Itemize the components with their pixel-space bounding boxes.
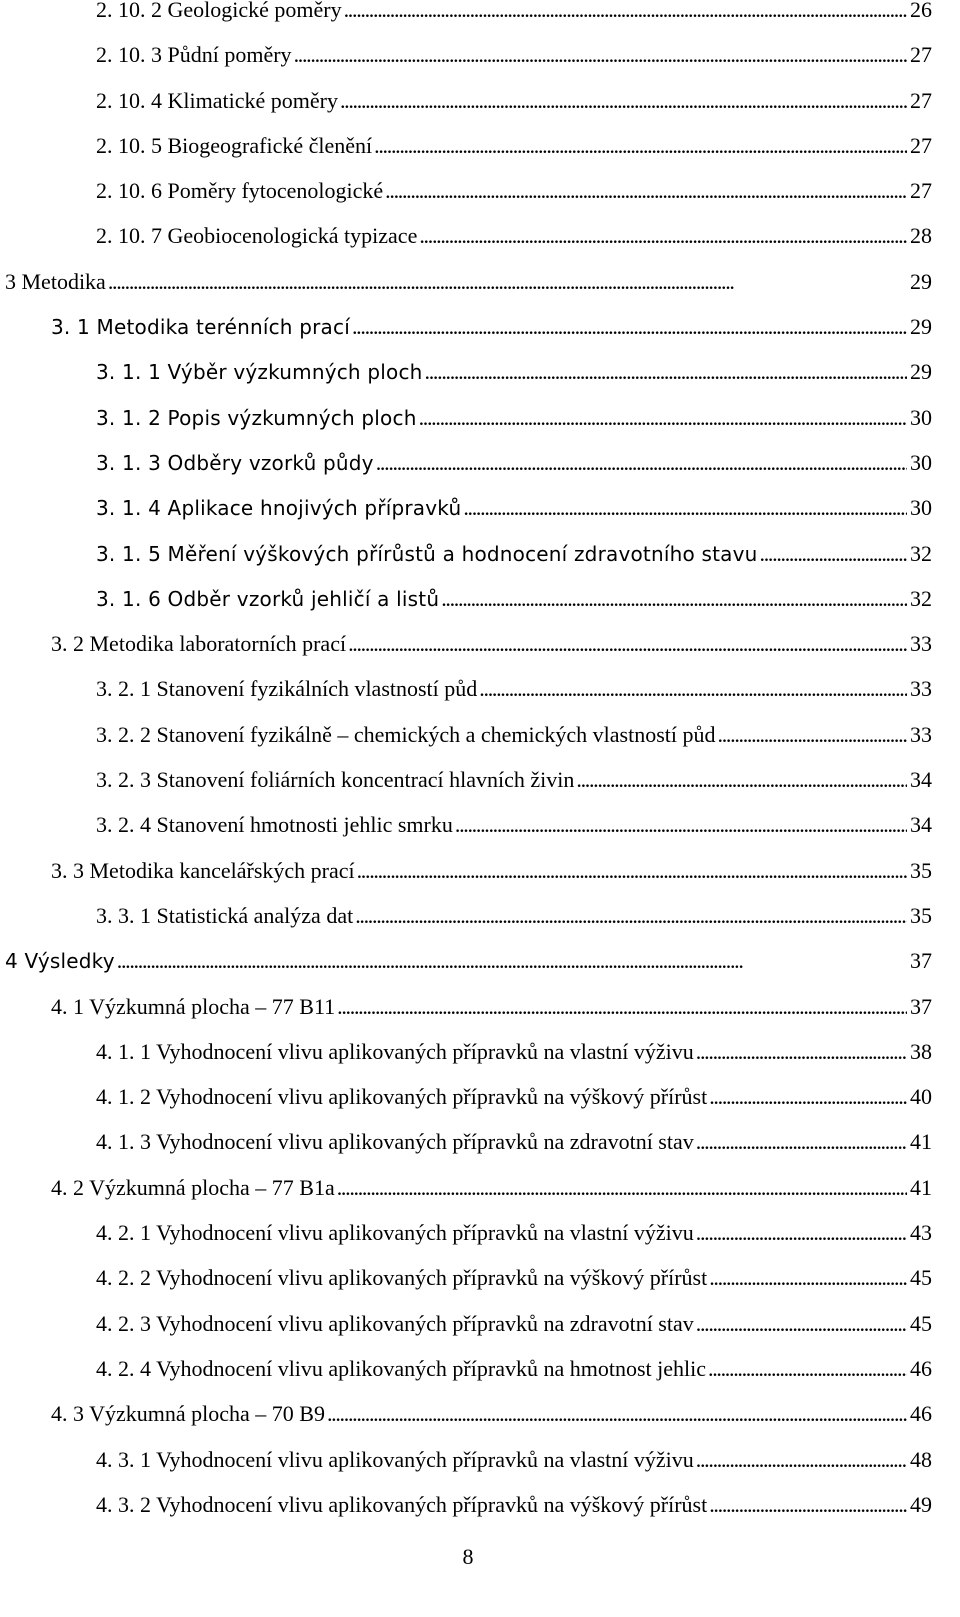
toc-entry[interactable] [0, 84, 960, 129]
toc-entry[interactable] [0, 1307, 960, 1352]
toc-dot-leader [344, 0, 907, 27]
toc-entry-label: 3. 1. 3 Odběry vzorků půdy [96, 446, 376, 480]
toc-entry-page-number: 49 [907, 1488, 932, 1522]
toc-dot-leader [709, 1488, 907, 1522]
toc-dot-leader [294, 38, 907, 72]
toc-dot-leader [425, 355, 907, 389]
toc-entry-page-number: 43 [907, 1216, 932, 1250]
toc-entry-page-number: 37 [907, 944, 932, 978]
toc-entry[interactable] [0, 310, 960, 355]
toc-entry-label: 4. 1 Výzkumná plocha – 77 B11 [51, 990, 337, 1024]
toc-entry-page-number: 35 [907, 899, 932, 933]
toc-dot-leader [696, 1125, 907, 1159]
toc-entry[interactable] [0, 1216, 960, 1261]
toc-entry[interactable] [0, 763, 960, 808]
toc-entry-label: 2. 10. 3 Půdní poměry [96, 38, 294, 72]
toc-entry-label: 4. 2 Výzkumná plocha – 77 B1a [51, 1171, 337, 1205]
toc-entry[interactable] [0, 355, 960, 400]
toc-dot-leader [374, 129, 907, 163]
toc-entry-page-number: 32 [907, 537, 932, 571]
toc-dot-leader [337, 1171, 907, 1205]
toc-dot-leader [709, 1080, 907, 1114]
toc-entry-label: 4. 3 Výzkumná plocha – 70 B9 [51, 1397, 327, 1431]
toc-dot-leader [357, 854, 907, 888]
toc-entry-label: 2. 10. 2 Geologické poměry [96, 0, 344, 27]
toc-entry[interactable] [0, 174, 960, 219]
toc-entry[interactable] [0, 990, 960, 1035]
toc-entry-label: 4. 2. 1 Vyhodnocení vlivu aplikovaných přípravků na vlastní výživu [96, 1216, 696, 1250]
toc-dot-leader [385, 174, 907, 208]
toc-entry-page-number: 30 [907, 446, 932, 480]
toc-entry-page-number: 26 [907, 0, 932, 27]
toc-entry-page-number: 33 [907, 718, 932, 752]
toc-entry[interactable] [0, 718, 960, 763]
toc-dot-leader [696, 1035, 907, 1069]
toc-dot-leader [441, 582, 907, 616]
toc-dot-leader [455, 808, 907, 842]
toc-entry-page-number: 37 [907, 990, 932, 1024]
toc-entry-page-number: 29 [907, 355, 932, 389]
toc-dot-leader [419, 401, 907, 435]
toc-entry-page-number: 27 [907, 129, 932, 163]
toc-entry-label: 3. 2. 4 Stanovení hmotnosti jehlic smrku [96, 808, 455, 842]
toc-entry-page-number: 35 [907, 854, 932, 888]
toc-entry-label: 2. 10. 4 Klimatické poměry [96, 84, 340, 118]
toc-dot-leader [348, 627, 907, 661]
toc-dot-leader [355, 899, 907, 933]
toc-entry-label: 3. 1. 2 Popis výzkumných ploch [96, 401, 419, 435]
toc-dot-leader [718, 718, 907, 752]
toc-dot-leader [419, 219, 907, 253]
toc-dot-leader [376, 446, 907, 480]
toc-entry-label: 3. 1. 5 Měření výškových přírůstů a hodnocení zdravotního stavu [96, 537, 760, 571]
toc-entry-label: 2. 10. 7 Geobiocenologická typizace [96, 219, 419, 253]
toc-entry-label: 2. 10. 5 Biogeografické členění [96, 129, 374, 163]
toc-entry-label: 4. 2. 2 Vyhodnocení vlivu aplikovaných přípravků na výškový přírůst [96, 1261, 709, 1295]
toc-entry-page-number: 30 [907, 401, 932, 435]
toc-entry-label: 3. 1 Metodika terénních prací [51, 310, 352, 344]
toc-dot-leader [696, 1443, 907, 1477]
toc-entry-label: 4 Výsledky [5, 944, 117, 978]
toc-entry-label: 4. 1. 2 Vyhodnocení vlivu aplikovaných přípravků na výškový přírůst [96, 1080, 709, 1114]
toc-entry-page-number: 48 [907, 1443, 932, 1477]
toc-entry[interactable] [0, 1261, 960, 1306]
toc-entry-label: 2. 10. 6 Poměry fytocenologické [96, 174, 385, 208]
toc-dot-leader [708, 1352, 907, 1386]
toc-entry-label: 4. 3. 2 Vyhodnocení vlivu aplikovaných přípravků na výškový přírůst [96, 1488, 709, 1522]
toc-entry-label: 3. 1. 1 Výběr výzkumných ploch [96, 355, 425, 389]
toc-entry[interactable] [0, 537, 960, 582]
toc-entry-page-number: 41 [907, 1125, 932, 1159]
toc-entry[interactable] [0, 491, 960, 536]
toc-entry[interactable] [0, 1488, 960, 1533]
toc-entry[interactable] [0, 1397, 960, 1442]
toc-entry-page-number: 29 [907, 310, 932, 344]
toc-entry[interactable] [0, 401, 960, 446]
toc-entry-label: 3. 3. 1 Statistická analýza dat [96, 899, 355, 933]
toc-entry-page-number: 28 [907, 219, 932, 253]
toc-entry-label: 3. 2. 1 Stanovení fyzikálních vlastností půd [96, 672, 479, 706]
toc-entry-page-number: 33 [907, 672, 932, 706]
toc-entry-label: 4. 2. 3 Vyhodnocení vlivu aplikovaných přípravků na zdravotní stav [96, 1307, 696, 1341]
toc-dot-leader [117, 944, 907, 978]
toc-entry-page-number: 32 [907, 582, 932, 616]
toc-entry-page-number: 27 [907, 38, 932, 72]
toc-dot-leader [352, 310, 907, 344]
toc-entry-page-number: 34 [907, 808, 932, 842]
toc-entry-page-number: 45 [907, 1261, 932, 1295]
toc-entry[interactable] [0, 944, 960, 989]
page-number: 8 [462, 1544, 474, 1569]
toc-entry-label: 3. 1. 4 Aplikace hnojivých přípravků [96, 491, 463, 525]
toc-entry-page-number: 38 [907, 1035, 932, 1069]
toc-dot-leader [696, 1216, 907, 1250]
toc-entry[interactable] [0, 899, 960, 944]
toc-entry[interactable] [0, 446, 960, 491]
toc-dot-leader [696, 1307, 907, 1341]
toc-entry-page-number: 46 [907, 1352, 932, 1386]
toc-entry-page-number: 27 [907, 84, 932, 118]
toc-entry-label: 3. 1. 6 Odběr vzorků jehličí a listů [96, 582, 441, 616]
toc-entry[interactable] [0, 129, 960, 174]
toc-entry[interactable] [0, 265, 960, 310]
toc-entry[interactable] [0, 672, 960, 717]
toc-entry-label: 3. 3 Metodika kancelářských prací [51, 854, 357, 888]
toc-dot-leader [340, 84, 907, 118]
toc-entry-label: 3. 2 Metodika laboratorních prací [51, 627, 348, 661]
toc-dot-leader [709, 1261, 907, 1295]
toc-entry-page-number: 33 [907, 627, 932, 661]
toc-entry[interactable] [0, 582, 960, 627]
toc-entry[interactable] [0, 1352, 960, 1397]
toc-entry-page-number: 46 [907, 1397, 932, 1431]
toc-entry[interactable] [0, 1035, 960, 1080]
toc-dot-leader [337, 990, 907, 1024]
toc-entry-label: 3. 2. 3 Stanovení foliárních koncentrací hlavních živin [96, 763, 576, 797]
toc-entry[interactable] [0, 0, 960, 38]
toc-entry[interactable] [0, 219, 960, 264]
toc-entry-label: 4. 2. 4 Vyhodnocení vlivu aplikovaných přípravků na hmotnost jehlic [96, 1352, 708, 1386]
toc-entry[interactable] [0, 854, 960, 899]
toc-entry-page-number: 30 [907, 491, 932, 525]
toc-entry[interactable] [0, 627, 960, 672]
toc-entry-label: 3 Metodika [5, 265, 108, 299]
toc-dot-leader [108, 265, 907, 299]
toc-entry[interactable] [0, 1125, 960, 1170]
toc-entry-page-number: 40 [907, 1080, 932, 1114]
toc-entry-page-number: 34 [907, 763, 932, 797]
toc-entry-label: 4. 3. 1 Vyhodnocení vlivu aplikovaných přípravků na vlastní výživu [96, 1443, 696, 1477]
toc-entry[interactable] [0, 38, 960, 83]
toc-entry[interactable] [0, 808, 960, 853]
toc-entry[interactable] [0, 1080, 960, 1125]
toc-dot-leader [327, 1397, 907, 1431]
toc-entry-page-number: 45 [907, 1307, 932, 1341]
toc-entry-label: 4. 1. 3 Vyhodnocení vlivu aplikovaných přípravků na zdravotní stav [96, 1125, 696, 1159]
toc-dot-leader [760, 537, 907, 571]
toc-entry-page-number: 27 [907, 174, 932, 208]
toc-entry-label: 3. 2. 2 Stanovení fyzikálně – chemických a chemických vlastností půd [96, 718, 718, 752]
toc-entry[interactable] [0, 1443, 960, 1488]
toc-dot-leader [463, 491, 907, 525]
toc-entry-page-number: 29 [907, 265, 932, 299]
toc-entry[interactable] [0, 1171, 960, 1216]
toc-dot-leader [576, 763, 907, 797]
toc-dot-leader [479, 672, 907, 706]
toc-entry-page-number: 41 [907, 1171, 932, 1205]
toc-entry-label: 4. 1. 1 Vyhodnocení vlivu aplikovaných přípravků na vlastní výživu [96, 1035, 696, 1069]
